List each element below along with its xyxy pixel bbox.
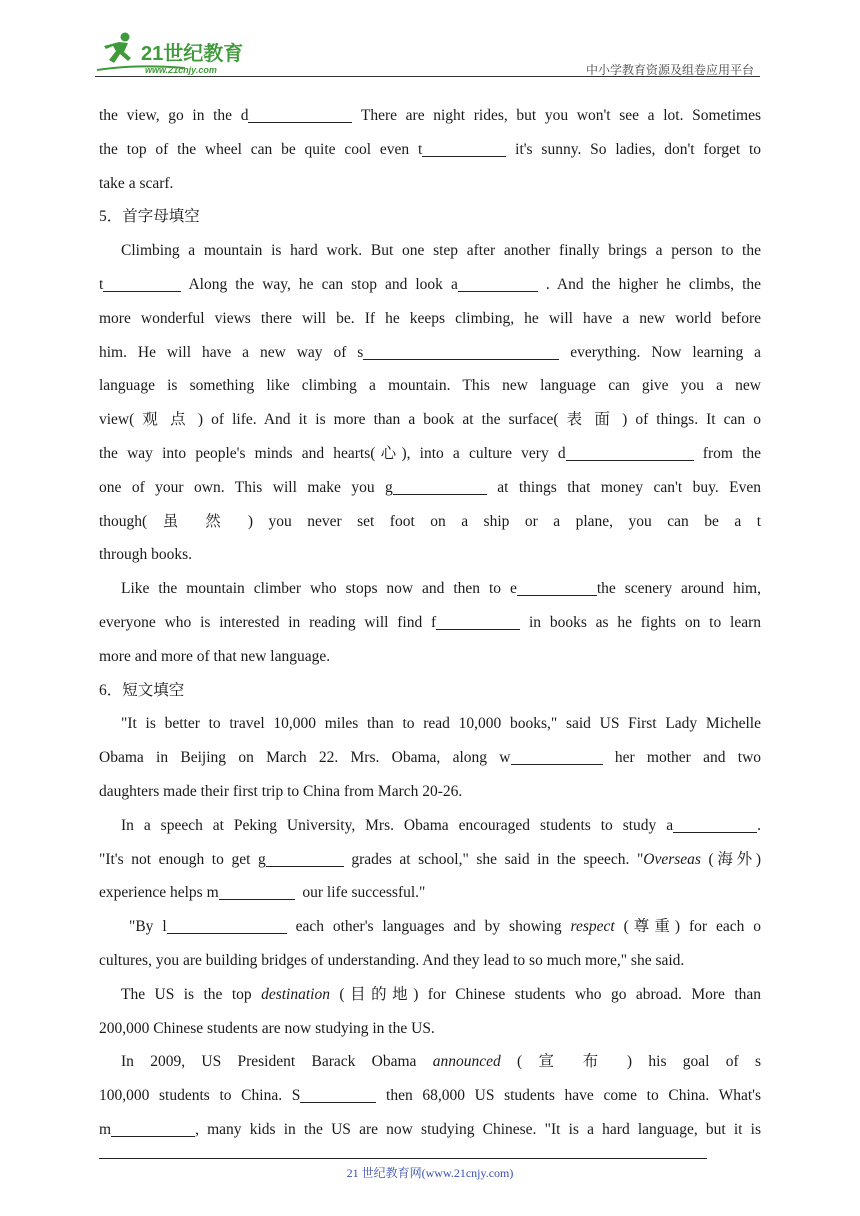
answer-blank[interactable]	[103, 275, 181, 292]
text-line	[99, 99, 761, 133]
text: her mother and two	[614, 749, 761, 767]
text: experience helps m	[99, 884, 219, 902]
italic-term: Overseas	[643, 850, 701, 868]
text-line	[99, 133, 761, 167]
answer-blank[interactable]	[219, 883, 295, 900]
text: the view, go in the d	[99, 107, 249, 124]
platform-text: 中小学教育资源及组卷应用平台	[585, 63, 754, 77]
text-line	[99, 876, 761, 910]
text: m	[99, 1120, 112, 1138]
text-line: more wonderful views there will be. If he keeps climbing, he will have a new world before	[99, 309, 761, 327]
answer-blank[interactable]	[300, 1086, 376, 1103]
text: Like the mountain climber who stops now and then to e	[121, 580, 517, 598]
text: (海外)	[700, 850, 761, 868]
text-line	[99, 910, 761, 944]
text: .	[757, 816, 761, 834]
text: the scenery around him,	[596, 580, 761, 598]
text: him. He will have a new way of s	[99, 343, 364, 361]
answer-blank[interactable]	[248, 106, 352, 123]
text: our life successful."	[302, 884, 426, 902]
footer-divider	[99, 1158, 707, 1159]
answer-blank[interactable]	[422, 140, 506, 157]
text: the way into people's minds and hearts(心), into a culture very d	[99, 444, 566, 462]
document-body	[99, 99, 761, 1147]
answer-blank[interactable]	[266, 850, 344, 867]
text-line	[99, 1079, 761, 1113]
text: (目的地) for Chinese students who go abroad. More than	[329, 985, 761, 1003]
text-line: though( 虽 然 ) you never set foot on a ship or a plane, you can be a t	[99, 512, 761, 530]
text: The US is the top	[121, 985, 262, 1003]
text: t	[99, 275, 104, 293]
text-line: daughters made their first trip to China from March 20-26.	[99, 782, 463, 800]
text: ( 宣 布 ) his goal of s	[500, 1053, 761, 1071]
text-line	[99, 978, 761, 1012]
text-line	[99, 1113, 761, 1147]
text: (尊重) for each o	[614, 918, 761, 936]
text-line: Climbing a mountain is hard work. But one step after another finally brings a person to the	[121, 242, 761, 260]
answer-blank[interactable]	[458, 275, 538, 292]
text-line: more and more of that new language.	[99, 647, 331, 665]
page-header	[95, 30, 760, 78]
text-line	[99, 809, 761, 843]
text: one of your own. This will make you g	[99, 478, 393, 496]
text-line: 200,000 Chinese students are now studying in the US.	[99, 1019, 435, 1037]
text: "By l	[129, 918, 167, 936]
answer-blank[interactable]	[566, 444, 694, 461]
text-line	[99, 268, 761, 302]
text-line: cultures, you are building bridges of understanding. And they lead to so much more," she said.	[99, 951, 685, 969]
text: everything. Now learning a	[570, 343, 761, 361]
text-line: language is something like climbing a mountain. This new language can give you a new	[99, 377, 761, 395]
footer-text: 21 世纪教育网(www.21cnjy.com)	[346, 1166, 514, 1180]
text: Along the way, he can stop and look a	[188, 275, 458, 293]
answer-blank[interactable]	[517, 579, 597, 596]
answer-blank[interactable]	[511, 748, 603, 765]
text: everyone who is interested in reading will find f	[99, 613, 437, 631]
text-line	[99, 741, 761, 775]
text: then 68,000 US students have come to China. What's	[386, 1087, 761, 1105]
text-line	[99, 1045, 761, 1079]
text: grades at school," she said in the speech. "	[351, 850, 644, 868]
svg-text:www.21cnjy.com: www.21cnjy.com	[145, 65, 217, 75]
text: from the	[702, 444, 761, 462]
italic-term: announced	[432, 1053, 501, 1071]
text-line	[99, 606, 761, 640]
text-line	[99, 843, 761, 877]
text: the top of the wheel can be quite cool even t	[99, 140, 423, 158]
text-line	[99, 572, 761, 606]
answer-blank[interactable]	[393, 478, 487, 495]
svg-text:21世纪教育: 21世纪教育	[141, 43, 244, 65]
answer-blank[interactable]	[111, 1120, 195, 1137]
text: There are night rides, but you won't see a lot. Sometimes	[360, 107, 761, 124]
answer-blank[interactable]	[673, 816, 757, 833]
text: "It's not enough to get g	[99, 850, 266, 868]
text-line: take a scarf.	[99, 174, 174, 192]
text-line: through books.	[99, 546, 192, 564]
text: it's sunny. So ladies, don't forget to	[515, 140, 761, 158]
text: at things that money can't buy. Even	[497, 478, 761, 496]
text-line	[99, 336, 761, 370]
text-line	[99, 437, 761, 471]
section-heading-5: 5．首字母填空	[99, 208, 200, 226]
text-line	[99, 471, 761, 505]
section-heading-6: 6．短文填空	[99, 681, 185, 699]
text: . And the higher he climbs, the	[545, 275, 761, 293]
text: In 2009, US President Barack Obama	[121, 1053, 433, 1071]
text: , many kids in the US are now studying Chinese. "It is a hard language, but it is	[195, 1120, 761, 1138]
italic-term: destination	[261, 985, 330, 1003]
answer-blank[interactable]	[167, 917, 287, 934]
text: each other's languages and by showing	[295, 918, 571, 936]
text-line: view( 观 点 ) of life. And it is more than a book at the surface( 表 面 ) of things. It can o	[99, 411, 761, 429]
text: 100,000 students to China. S	[99, 1087, 301, 1105]
text: in books as he fights on to learn	[528, 613, 761, 631]
header-divider	[95, 76, 760, 77]
text: Obama in Beijing on March 22. Mrs. Obama, along w	[99, 749, 511, 767]
text: In a speech at Peking University, Mrs. Obama encouraged students to study a	[121, 816, 674, 834]
text-line: "It is better to travel 10,000 miles than to read 10,000 books," said US First Lady Michelle	[121, 715, 761, 733]
answer-blank[interactable]	[363, 343, 559, 360]
site-logo	[95, 30, 265, 76]
answer-blank[interactable]	[436, 613, 520, 630]
italic-term: respect	[570, 918, 615, 936]
